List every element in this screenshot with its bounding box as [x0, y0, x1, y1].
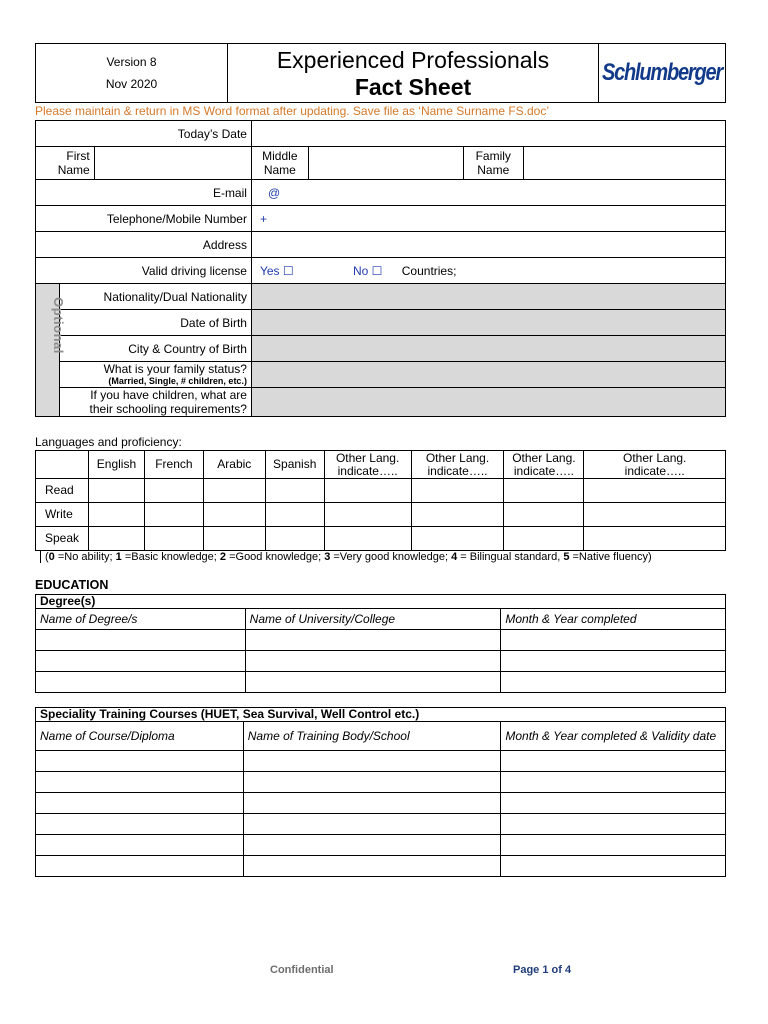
table-cell[interactable] [36, 814, 244, 835]
lang-col-english: English [88, 451, 144, 479]
lang-cell[interactable] [144, 527, 203, 551]
lang-cell[interactable] [88, 503, 144, 527]
table-row [36, 751, 726, 772]
table-cell[interactable] [501, 793, 726, 814]
lang-cell[interactable] [411, 503, 504, 527]
table-cell[interactable] [36, 651, 246, 672]
degrees-header: Degree(s) [36, 595, 726, 609]
scale-n0: 0 [48, 551, 55, 563]
table-row [36, 672, 726, 693]
family-status-label [59, 362, 251, 388]
dob-label: Date of Birth [59, 310, 251, 336]
table-cell[interactable] [501, 672, 726, 693]
title-line2: Fact Sheet [354, 74, 472, 100]
education-heading: EDUCATION [35, 578, 109, 592]
scale-t0: =No ability; [54, 551, 116, 563]
lang-cell[interactable] [203, 479, 265, 503]
instruction-note: Please maintain & return in MS Word format after updating. Save file as ‘Name Surname FS.doc’ [35, 104, 550, 118]
license-field [251, 258, 725, 284]
schooling-question-line1: If you have children, what are [90, 388, 247, 402]
email-field[interactable] [251, 180, 725, 206]
page-number: Page 1 of 4 [513, 964, 572, 976]
table-cell[interactable] [243, 793, 501, 814]
other-lang-1-a: Other Lang. [335, 450, 400, 465]
middle-name-label-line2: Name [263, 163, 296, 177]
license-yes-checkbox[interactable]: Yes ☐ [259, 263, 294, 278]
scale-open: ( [40, 551, 49, 563]
table-row [36, 856, 726, 877]
table-row [36, 772, 726, 793]
lang-cell[interactable] [504, 527, 584, 551]
lang-col-other-4 [584, 451, 726, 479]
email-at: @ [267, 185, 281, 200]
table-cell[interactable] [243, 751, 501, 772]
degrees-table [35, 594, 726, 693]
family-status-question: What is your family status? [103, 361, 247, 376]
table-row [36, 814, 726, 835]
table-cell[interactable] [501, 751, 726, 772]
university-col: Name of University/College [245, 609, 501, 630]
lang-col-arabic: Arabic [203, 451, 265, 479]
personal-details-table [35, 120, 726, 417]
title-line1: Experienced Professionals [276, 47, 550, 73]
version-date: Nov 2020 [105, 77, 158, 91]
lang-cell[interactable] [504, 479, 584, 503]
languages-table [35, 450, 726, 551]
birthplace-label: City & Country of Birth [59, 336, 251, 362]
table-row [36, 835, 726, 856]
other-lang-3-a: Other Lang. [512, 450, 576, 465]
lang-cell[interactable] [504, 503, 584, 527]
table-cell[interactable] [245, 630, 501, 651]
lang-row-speak: Speak [36, 527, 89, 551]
table-cell[interactable] [501, 835, 726, 856]
table-cell[interactable] [36, 856, 244, 877]
table-cell[interactable] [501, 630, 726, 651]
other-lang-2-b: indicate….. [427, 463, 488, 478]
table-row [36, 630, 726, 651]
lang-cell[interactable] [203, 503, 265, 527]
optional-section-label [36, 284, 66, 417]
header-table [35, 43, 726, 103]
table-cell[interactable] [36, 751, 244, 772]
lang-cell[interactable] [265, 479, 324, 503]
email-label: E-mail [36, 180, 252, 206]
lang-cell[interactable] [144, 479, 203, 503]
countries-label: Countries; [401, 263, 457, 278]
lang-cell[interactable] [411, 479, 504, 503]
schooling-field[interactable] [251, 388, 725, 417]
address-field[interactable] [251, 232, 725, 258]
family-name-field[interactable] [523, 147, 725, 180]
version-cell [36, 44, 228, 103]
table-row [36, 793, 726, 814]
table-row [36, 651, 726, 672]
first-name-field[interactable] [94, 147, 251, 180]
family-name-label-line2: Name [477, 163, 510, 177]
lang-cell[interactable] [203, 527, 265, 551]
scale-n1: 1 [115, 551, 122, 563]
family-status-hint: (Married, Single, # children, etc.) [108, 375, 247, 386]
table-cell[interactable] [245, 651, 501, 672]
scale-n2: 2 [219, 551, 227, 563]
lang-row-read: Read [36, 479, 89, 503]
table-cell[interactable] [245, 672, 501, 693]
training-body-col: Name of Training Body/School [243, 722, 501, 751]
lang-cell[interactable] [584, 479, 726, 503]
table-cell[interactable] [243, 835, 501, 856]
address-label: Address [36, 232, 252, 258]
lang-corner-cell [36, 451, 89, 479]
scale-n3: 3 [324, 551, 331, 563]
other-lang-4-a: Other Lang. [623, 450, 687, 465]
telephone-label: Telephone/Mobile Number [36, 206, 252, 232]
company-logo: Schlumberger [601, 59, 723, 86]
lang-cell[interactable] [144, 503, 203, 527]
dob-field[interactable] [251, 310, 725, 336]
scale-t3: =Very good knowledge; [330, 551, 452, 563]
other-lang-3-b: indicate….. [513, 463, 574, 478]
table-cell[interactable] [243, 856, 501, 877]
course-name-col: Name of Course/Diploma [36, 722, 244, 751]
middle-name-label [251, 147, 308, 180]
telephone-field[interactable] [251, 206, 725, 232]
lang-cell[interactable] [265, 527, 324, 551]
table-cell[interactable] [36, 672, 246, 693]
family-status-field[interactable] [251, 362, 725, 388]
nationality-field[interactable] [251, 284, 725, 310]
training-date-col: Month & Year completed & Validity date [501, 722, 726, 751]
todays-date-field[interactable] [251, 121, 725, 147]
birthplace-field[interactable] [251, 336, 725, 362]
scale-n4: 4 [451, 551, 458, 563]
lang-cell[interactable] [584, 527, 726, 551]
table-cell[interactable] [36, 835, 244, 856]
family-name-label [463, 147, 523, 180]
training-header: Speciality Training Courses (HUET, Sea Survival, Well Control etc.) [36, 708, 726, 722]
table-cell[interactable] [243, 814, 501, 835]
telephone-plus: + [259, 211, 267, 226]
nationality-label: Nationality/Dual Nationality [59, 284, 251, 310]
table-cell[interactable] [501, 856, 726, 877]
middle-name-label-line1: Middle [262, 149, 298, 163]
first-name-label-line1: First [66, 149, 90, 163]
scale-t2: =Good knowledge; [226, 551, 325, 563]
optional-text: Optional [50, 297, 66, 354]
table-cell[interactable] [501, 651, 726, 672]
todays-date-label: Today’s Date [36, 121, 252, 147]
version-label: Version 8 [106, 55, 157, 69]
table-cell[interactable] [36, 793, 244, 814]
title-cell [228, 44, 599, 103]
degree-date-col: Month & Year completed [501, 609, 726, 630]
other-lang-4-b: indicate….. [624, 463, 685, 478]
lang-cell[interactable] [324, 503, 411, 527]
lang-row-write: Write [36, 503, 89, 527]
lang-cell[interactable] [324, 527, 411, 551]
lang-cell[interactable] [88, 479, 144, 503]
confidential-footer: Confidential [270, 964, 334, 976]
languages-caption: Languages and proficiency: [35, 435, 182, 449]
lang-col-other-2 [411, 451, 504, 479]
scale-t5: =Native fluency) [569, 551, 652, 563]
table-cell[interactable] [501, 814, 726, 835]
schooling-label [59, 388, 251, 417]
scale-n5: 5 [563, 551, 570, 563]
scale-t4: = Bilingual standard, [457, 551, 564, 563]
lang-cell[interactable] [584, 503, 726, 527]
table-cell[interactable] [36, 630, 246, 651]
first-name-label-line2: Name [57, 163, 90, 177]
lang-col-other-3 [504, 451, 584, 479]
family-name-label-line1: Family [475, 149, 511, 163]
table-cell[interactable] [36, 772, 244, 793]
lang-col-spanish: Spanish [265, 451, 324, 479]
lang-cell[interactable] [324, 479, 411, 503]
lang-cell[interactable] [265, 503, 324, 527]
table-cell[interactable] [243, 772, 501, 793]
logo-cell [599, 44, 726, 103]
training-table [35, 707, 726, 877]
lang-cell[interactable] [411, 527, 504, 551]
other-lang-2-a: Other Lang. [425, 450, 490, 465]
proficiency-scale [40, 551, 652, 563]
license-label: Valid driving license [36, 258, 252, 284]
lang-col-french: French [144, 451, 203, 479]
scale-t1: =Basic knowledge; [121, 551, 220, 563]
other-lang-1-b: indicate….. [337, 463, 398, 478]
lang-cell[interactable] [88, 527, 144, 551]
table-cell[interactable] [501, 772, 726, 793]
license-no-checkbox[interactable]: No ☐ [352, 263, 383, 278]
middle-name-field[interactable] [308, 147, 463, 180]
first-name-label [36, 147, 95, 180]
degree-name-col: Name of Degree/s [36, 609, 246, 630]
lang-col-other-1 [324, 451, 411, 479]
schooling-question-line2: their schooling requirements? [89, 402, 247, 416]
